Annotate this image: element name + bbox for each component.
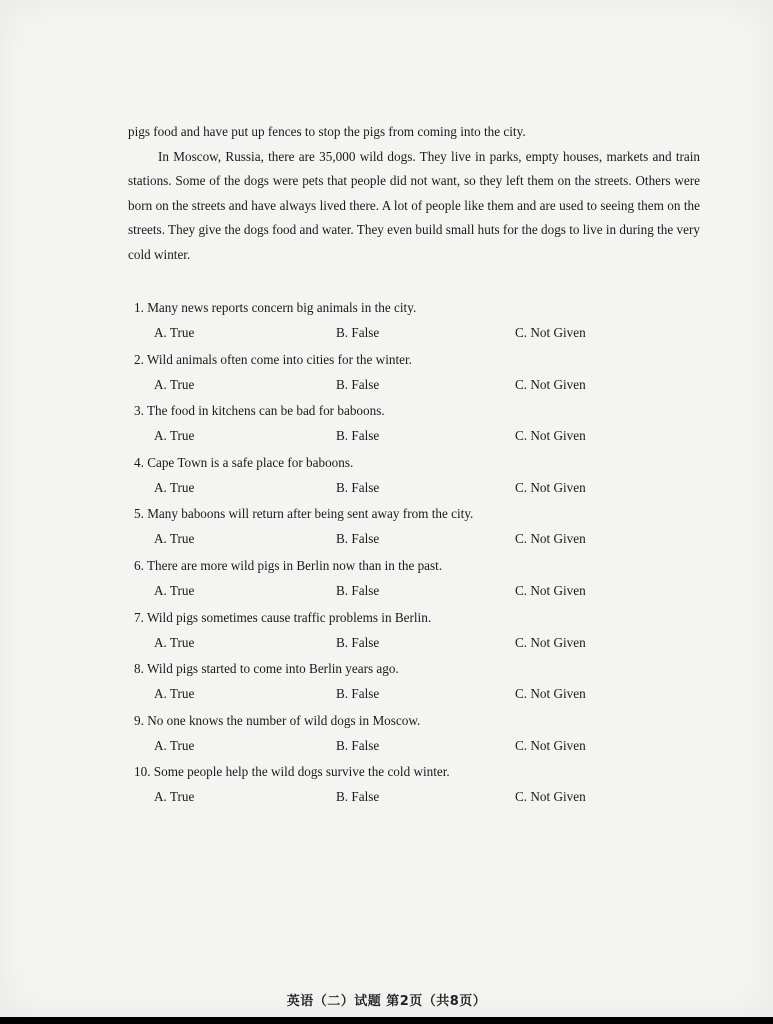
question-stem: 2. Wild animals often come into cities for the winter.	[134, 351, 412, 367]
option-not-given: C. Not Given	[515, 325, 586, 340]
option-false: B. False	[336, 325, 380, 340]
option-false: B. False	[336, 376, 380, 392]
question-options	[134, 686, 654, 704]
question-options	[134, 325, 654, 343]
passage-paragraph-moscow: In Moscow, Russia, there are 35,000 wild dogs. They live in parks, empty houses, markets and train stations. Some of the dogs were pets that people did not want, so they left them on the streets. Others were born on the streets and have always lived there. A lot of people like them and are used to seeing them on the streets. They give the dogs food and water. They even build small huts for the dogs to live in during the very cold winter.	[128, 148, 700, 262]
question-stem: 10. Some people help the wild dogs survive the cold winter.	[134, 764, 450, 780]
question-stem: 1. Many news reports concern big animals in the city.	[134, 300, 417, 315]
question-list	[134, 298, 654, 814]
question-options	[134, 635, 654, 653]
question-options	[134, 480, 654, 498]
option-not-given: C. Not Given	[515, 634, 586, 650]
option-not-given: C. Not Given	[515, 737, 586, 753]
option-true: A. True	[154, 789, 195, 805]
option-false: B. False	[336, 428, 380, 444]
option-true: A. True	[154, 376, 195, 392]
option-not-given: C. Not Given	[515, 686, 586, 702]
option-true: A. True	[154, 325, 195, 340]
option-false: B. False	[336, 737, 380, 753]
question-options	[134, 531, 654, 549]
option-true: A. True	[154, 737, 195, 753]
question-item	[134, 350, 654, 402]
option-true: A. True	[154, 428, 195, 444]
question-item	[134, 762, 654, 814]
question-stem: 9. No one knows the number of wild dogs in Moscow.	[134, 712, 421, 728]
question-options	[134, 583, 654, 601]
option-not-given: C. Not Given	[515, 376, 586, 392]
question-item	[134, 556, 654, 608]
question-stem: 3. The food in kitchens can be bad for baboons.	[134, 403, 385, 419]
option-true: A. True	[154, 479, 195, 495]
question-stem: 6. There are more wild pigs in Berlin now than in the past.	[134, 557, 443, 573]
option-true: A. True	[154, 686, 195, 702]
option-true: A. True	[154, 634, 195, 650]
question-stem: 4. Cape Town is a safe place for baboons.	[134, 454, 354, 470]
option-false: B. False	[336, 634, 380, 650]
reading-passage	[128, 120, 700, 268]
option-not-given: C. Not Given	[515, 789, 586, 805]
question-stem: 7. Wild pigs sometimes cause traffic problems in Berlin.	[134, 609, 432, 625]
question-item	[134, 659, 654, 711]
option-not-given: C. Not Given	[515, 582, 586, 598]
question-item	[134, 504, 654, 556]
option-not-given: C. Not Given	[515, 531, 586, 547]
question-options	[134, 377, 654, 395]
passage-line-continued: pigs food and have put up fences to stop the pigs from coming into the city.	[128, 124, 526, 139]
option-false: B. False	[336, 531, 380, 547]
option-true: A. True	[154, 531, 195, 547]
question-item	[134, 401, 654, 453]
question-options	[134, 428, 654, 446]
page-footer: 英语（二）试题 第2页（共8页）	[286, 994, 487, 1009]
option-not-given: C. Not Given	[515, 428, 586, 444]
question-item	[134, 453, 654, 505]
option-true: A. True	[154, 582, 195, 598]
question-options	[134, 738, 654, 756]
option-not-given: C. Not Given	[515, 479, 586, 495]
question-stem: 5. Many baboons will return after being sent away from the city.	[134, 506, 474, 522]
question-item	[134, 711, 654, 763]
option-false: B. False	[336, 789, 380, 805]
question-options	[134, 789, 654, 807]
question-item	[134, 298, 654, 350]
question-stem: 8. Wild pigs started to come into Berlin years ago.	[134, 661, 399, 677]
option-false: B. False	[336, 479, 380, 495]
option-false: B. False	[336, 686, 380, 702]
option-false: B. False	[336, 582, 380, 598]
question-item	[134, 608, 654, 660]
